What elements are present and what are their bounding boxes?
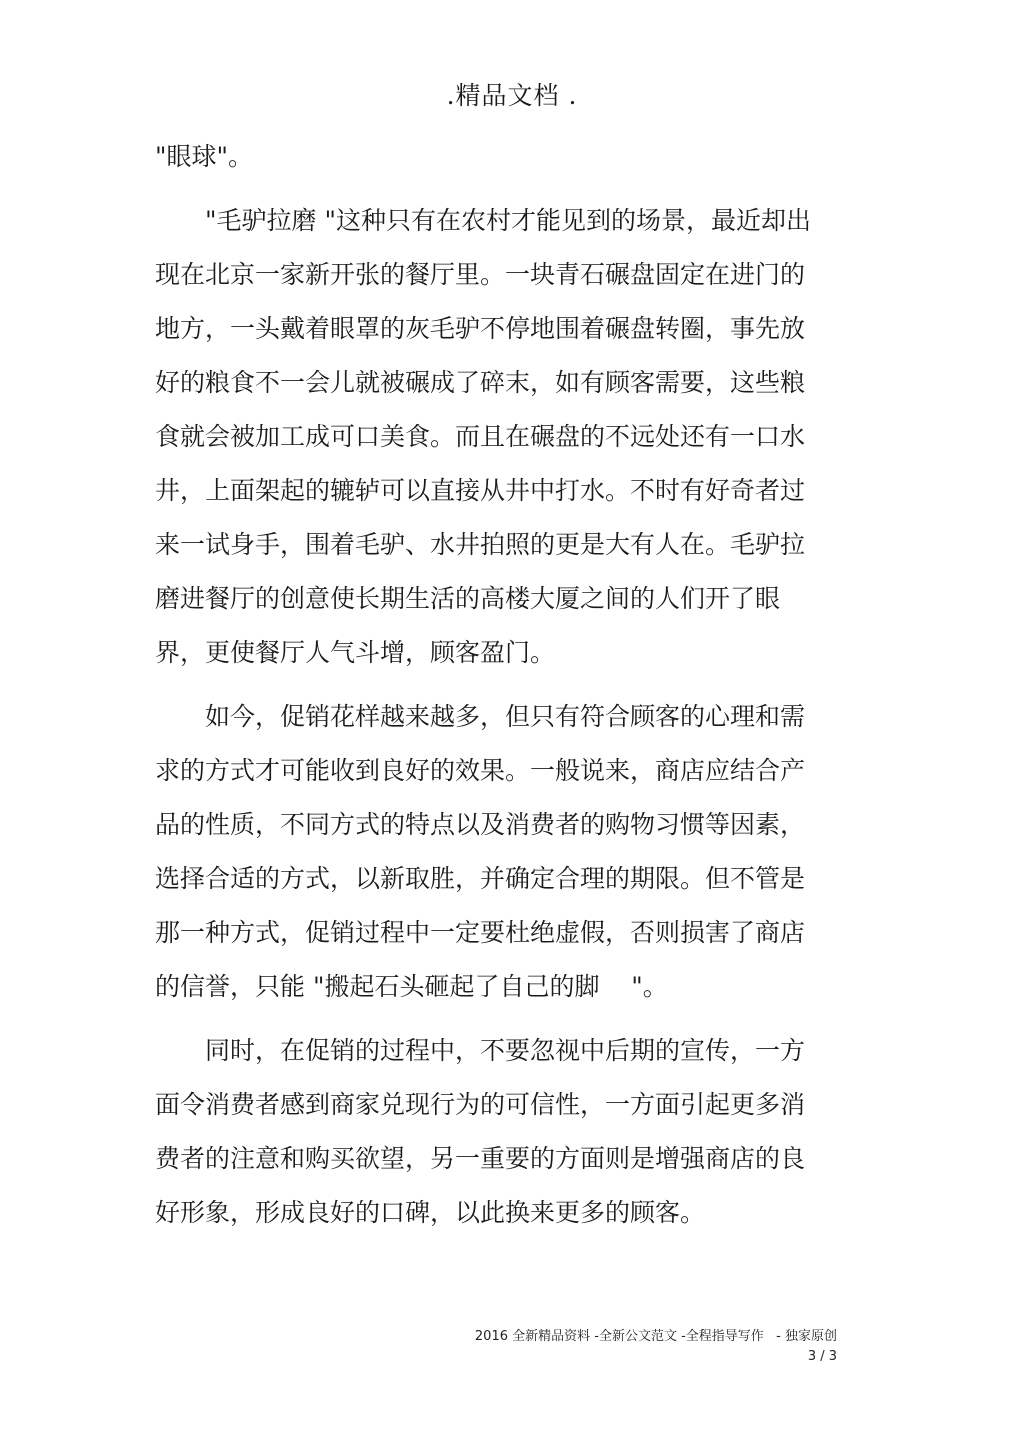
paragraph <box>155 194 815 680</box>
text-line: 如今，促销花样越来越多，但只有符合顾客的心理和需 <box>205 702 806 731</box>
text-line: 同时，在促销的过程中，不要忽视中后期的宣传，一方 <box>205 1036 806 1065</box>
text-line: 磨进餐厅的创意使长期生活的高楼大厦之间的人们开了眼 <box>155 584 781 613</box>
text-line: "毛驴拉磨 "这种只有在农村才能见到的场景，最近却出 <box>205 206 811 235</box>
paragraph <box>155 130 815 184</box>
document-body <box>155 130 815 1240</box>
text-line: 费者的注意和购买欲望，另一重要的方面则是增强商店的良 <box>155 1144 806 1173</box>
text-line: "眼球"。 <box>155 142 253 171</box>
text-line: 求的方式才可能收到良好的效果。一般说来，商店应结合产 <box>155 756 806 785</box>
text-line: 井，上面架起的辘轳可以直接从井中打水。不时有好奇者过 <box>155 476 806 505</box>
page-number: 3 / 3 <box>807 1349 837 1364</box>
text-line: 界，更使餐厅人气斗增，顾客盈门。 <box>155 638 556 667</box>
text-line: 品的性质，不同方式的特点以及消费者的购物习惯等因素， <box>155 810 806 839</box>
footer-text: 2016 全新精品资料 -全新公文范文 -全程指导写作 - 独家原创 <box>474 1329 837 1344</box>
text-line: 食就会被加工成可口美食。而且在碾盘的不远处还有一口水 <box>155 422 806 451</box>
text-line: 面令消费者感到商家兑现行为的可信性，一方面引起更多消 <box>155 1090 806 1119</box>
text-line: 好的粮食不一会儿就被碾成了碎末，如有顾客需要，这些粮 <box>155 368 806 397</box>
text-line: 来一试身手，围着毛驴、水井拍照的更是大有人在。毛驴拉 <box>155 530 806 559</box>
text-line: 地方，一头戴着眼罩的灰毛驴不停地围着碾盘转圈，事先放 <box>155 314 806 343</box>
text-line: 现在北京一家新开张的餐厅里。一块青石碾盘固定在进门的 <box>155 260 806 289</box>
text-line: 那一种方式，促销过程中一定要杜绝虚假，否则损害了商店 <box>155 918 806 947</box>
page-footer <box>300 1327 837 1367</box>
text-line: 好形象，形成良好的口碑，以此换来更多的顾客。 <box>155 1198 706 1227</box>
paragraph <box>155 1024 815 1240</box>
text-line: 的信誉，只能 "搬起石头砸起了自己的脚 "。 <box>155 972 668 1001</box>
paragraph <box>155 690 815 1014</box>
text-line: 选择合适的方式，以新取胜，并确定合理的期限。但不管是 <box>155 864 806 893</box>
page-header-title: .精品文档 . <box>446 81 578 110</box>
